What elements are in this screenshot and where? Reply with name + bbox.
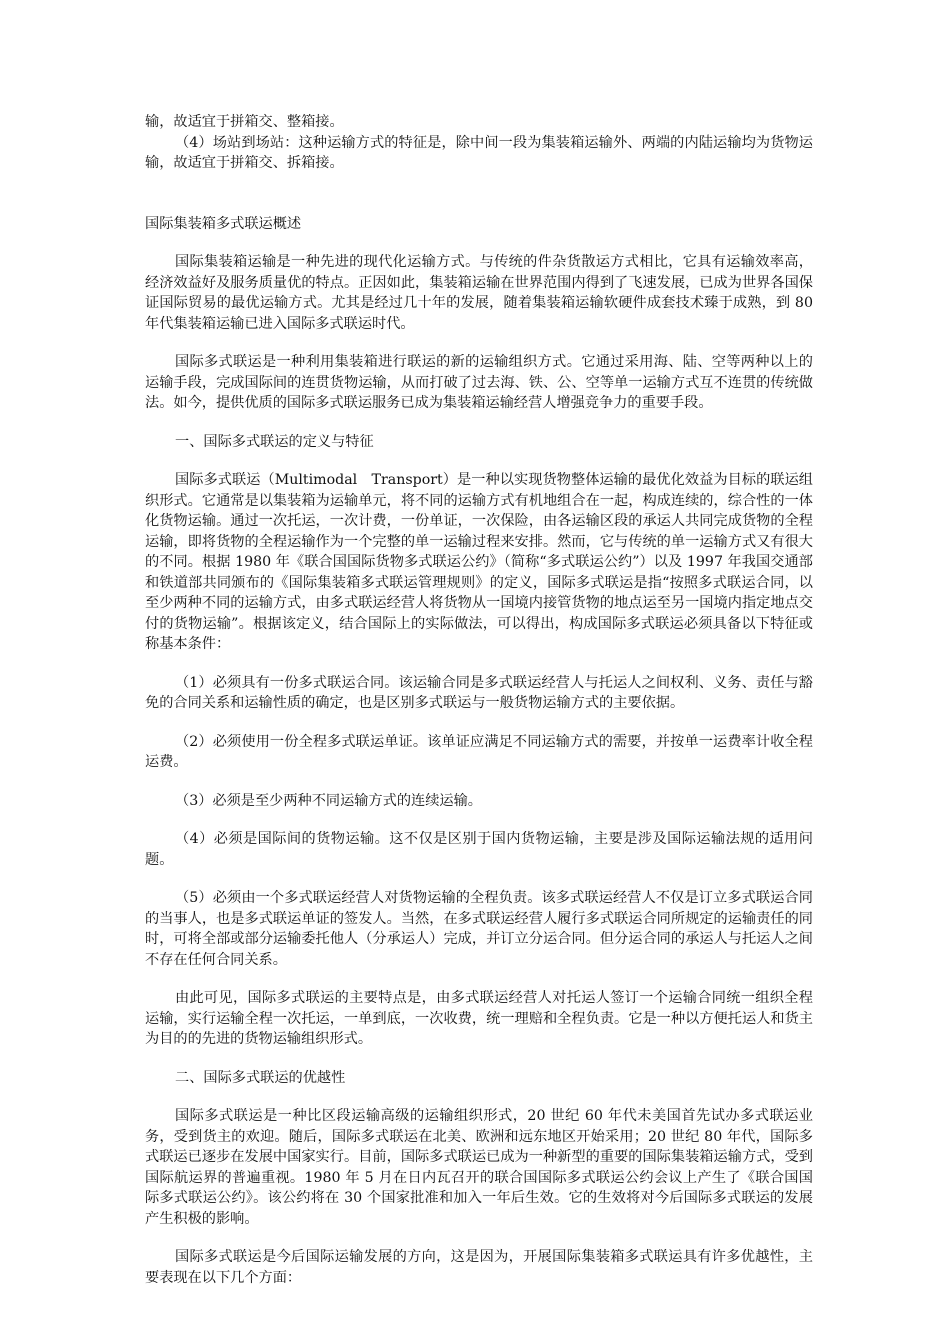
condition-item-5: （5）必须由一个多式联运经营人对货物运输的全程负责。该多式联运经营人不仅是订立多式联运合同的当事人，也是多式联运单证的签发人。当然，在多式联运经营人履行多式联运合同所规定的运输责任的同时，可将全部或部分运输委托他人（分承运人）完成，并订立分运合同。但分运合同的承运人与托运人之间不存在任何合同关系。 [145, 890, 813, 968]
paragraph-summary: 由此可见，国际多式联运的主要特点是，由多式联运经营人对托运人签订一个运输合同统一组织全程运输，实行运输全程一次托运，一单到底，一次收费，统一理赔和全程负责。它是一种以方便托运人和货主为目的的先进的货物运输组织形式。 [145, 990, 813, 1047]
paragraph-intro-container: 国际集装箱运输是一种先进的现代化运输方式。与传统的件杂货散运方式相比，它具有运输效率高，经济效益好及服务质量优的特点。正因如此，集装箱运输在世界范围内得到了飞速发展，已成为世界各国保证国际贸易的最优运输方式。尤其是经过几十年的发展，随着集装箱运输软硬件成套技术臻于成熟，到 80 年代集装箱运输已进入国际多式联运时代。 [145, 254, 813, 332]
document-page [145, 112, 813, 1288]
condition-item-1: （1）必须具有一份多式联运合同。该运输合同是多式联运经营人与托运人之间权利、义务、责任与豁免的合同关系和运输性质的确定，也是区别多式联运与一般货物运输方式的主要依据。 [145, 674, 813, 711]
condition-item-4: （4）必须是国际间的货物运输。这不仅是区别于国内货物运输，主要是涉及国际运输法规的适用问题。 [145, 831, 813, 868]
condition-item-3: （3）必须是至少两种不同运输方式的连续运输。 [175, 792, 482, 809]
section-title: 国际集装箱多式联运概述 [145, 215, 302, 232]
paragraph-advantages-intro: 国际多式联运是今后国际运输发展的方向，这是因为，开展国际集装箱多式联运具有许多优越性，主要表现在以下几个方面： [145, 1249, 813, 1286]
paragraph-intro-multimodal: 国际多式联运是一种利用集装箱进行联运的新的运输组织方式。它通过采用海、陆、空等两种以上的运输手段，完成国际间的连贯货物运输，从而打破了过去海、铁、公、空等单一运输方式互不连贯的传统做法。如今，提供优质的国际多式联运服务已成为集装箱运输经营人增强竞争力的重要手段。 [145, 354, 813, 411]
heading-advantages: 二、国际多式联运的优越性 [175, 1069, 346, 1086]
paragraph-continuation: 输，故适宜于拼箱交、整箱接。 [145, 114, 344, 130]
condition-item-2: （2）必须使用一份全程多式联运单证。该单证应满足不同运输方式的需要，并按单一运费率计收全程运费。 [145, 733, 813, 770]
paragraph-history: 国际多式联运是一种比区段运输高级的运输组织形式，20 世纪 60 年代未美国首先试办多式联运业务，受到货主的欢迎。随后，国际多式联运在北美、欧洲和远东地区开始采用；20 世纪 80 年代，国际多式联运已逐步在发展中国家实行。目前，国际多式联运已成为一种新型的重要的国际集装箱运输方式，受到国际航运界的普遍重视。1980 年 5 月在日内瓦召开的联合国国际多式联运公约会议上产生了《联合国国际多式联运公约》。该公约将在 30 个国家批准和加入一年后生效。它的生效将对今后国际多式联运的发展产生积极的影响。 [145, 1108, 813, 1227]
paragraph-definition: 国际多式联运（Multimodal Transport）是一种以实现货物整体运输的最优化效益为目标的联运组织形式。它通常是以集装箱为运输单元，将不同的运输方式有机地组合在一起，构成连续的，综合性的一体化货物运输。通过一次托运，一次计费，一份单证，一次保险，由各运输区段的承运人共同完成货物的全程运输，即将货物的全程运输作为一个完整的单一运输过程来安排。然而，它与传统的单一运输方式又有很大的不同。根据 1980 年《联合国国际货物多式联运公约》（简称“多式联运公约”）以及 1997 年我国交通部和铁道部共同颁布的《国际集装箱多式联运管理规则》的定义，国际多式联运是指“按照多式联运合同，以至少两种不同的运输方式，由多式联运经营人将货物从一国境内接管货物的地点运至另一国境内指定地点交付的货物运输”。根据该定义，结合国际上的实际做法，可以得出，构成国际多式联运必须具备以下特征或称基本条件： [145, 472, 813, 652]
paragraph-yard-to-yard: （4）场站到场站：这种运输方式的特征是，除中间一段为集装箱运输外、两端的内陆运输均为货物运输，故适宜于拼箱交、拆箱接。 [145, 134, 813, 171]
heading-definition: 一、国际多式联运的定义与特征 [175, 433, 374, 450]
